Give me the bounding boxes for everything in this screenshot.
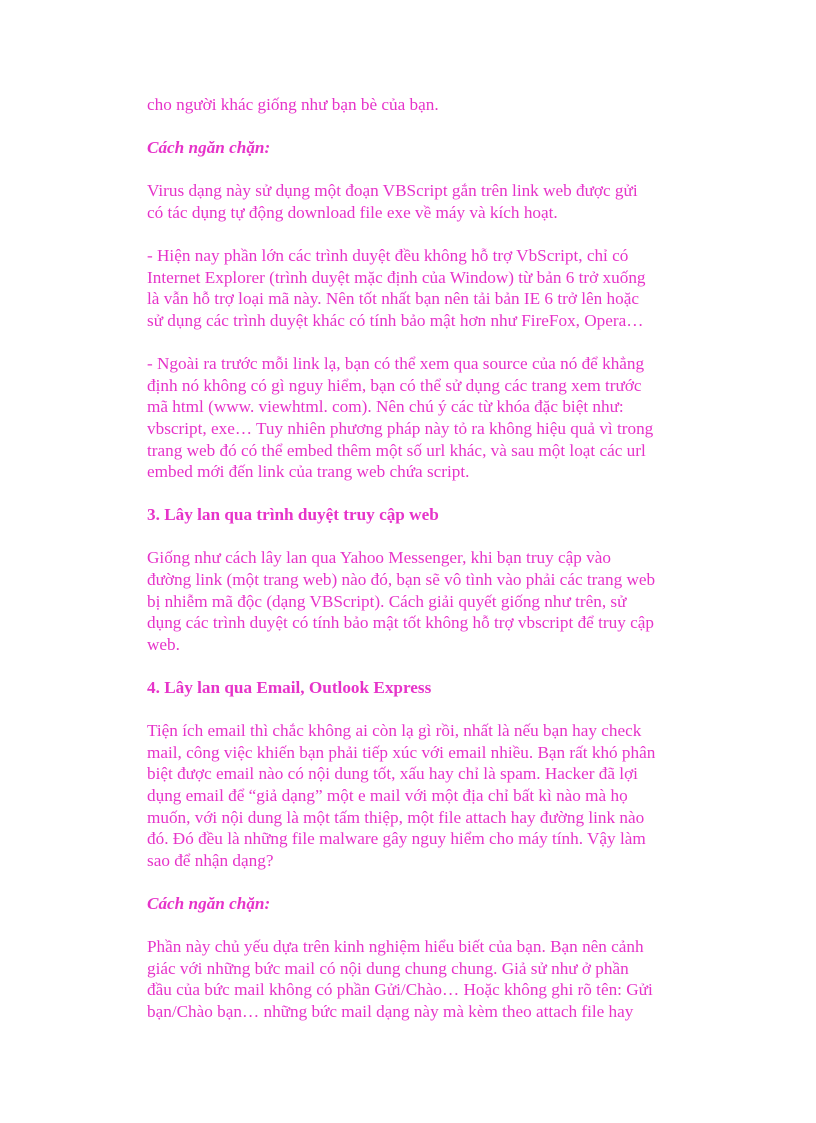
text-line: đường link (một trang web) nào đó, bạn sẽ vô tình vào phải các trang web [147, 570, 656, 590]
text-line: - Ngoài ra trước mỗi link lạ, bạn có thể xem qua source của nó để khẳng [147, 354, 645, 374]
paragraph [147, 547, 687, 655]
paragraph [147, 353, 687, 483]
text-line: Phần này chủ yếu dựa trên kinh nghiệm hiểu biết của bạn. Bạn nên cảnh [147, 937, 644, 957]
text-line: - Hiện nay phần lớn các trình duyệt đều không hỗ trợ VbScript, chỉ có [147, 246, 629, 266]
text-line: embed mới đến link của trang web chứa script. [147, 462, 470, 482]
paragraph [147, 94, 687, 116]
text-line: Tiện ích email thì chắc không ai còn lạ gì rồi, nhất là nếu bạn hay check [147, 721, 642, 741]
text-line: 4. Lây lan qua Email, Outlook Express [147, 678, 432, 698]
text-line: biệt được email nào có nội dung tốt, xấu hay chỉ là spam. Hacker đã lợi [147, 764, 638, 784]
paragraph [147, 245, 687, 331]
text-line: Giống như cách lây lan qua Yahoo Messenger, khi bạn truy cập vào [147, 548, 611, 568]
paragraph [147, 936, 687, 1022]
text-line: trang web đó có thể embed thêm một số url khác, và sau một loạt các url [147, 440, 646, 460]
paragraph [147, 720, 687, 871]
text-line: Internet Explorer (trình duyệt mặc định của Window) từ bản 6 trở xuống [147, 267, 646, 287]
text-line: mail, công việc khiến bạn phải tiếp xúc với email nhiều. Bạn rất khó phân [147, 742, 656, 762]
text-line: sử dụng các trình duyệt khác có tính bảo mật hơn như FireFox, Opera… [147, 310, 644, 330]
text-line: muốn, với nội dung là một tấm thiệp, một file attach hay đường link nào [147, 807, 645, 827]
text-line: sao để nhận dạng? [147, 850, 274, 870]
section-subheading [147, 137, 687, 159]
text-line: đó. Đó đều là những file malware gây nguy hiểm cho máy tính. Vậy làm [147, 829, 646, 849]
text-line: có tác dụng tự động download file exe về máy và kích hoạt. [147, 202, 558, 222]
paragraph [147, 180, 687, 223]
section-heading [147, 677, 687, 699]
document-body [147, 94, 687, 1044]
text-line: Cách ngăn chặn: [147, 893, 271, 913]
text-line: Virus dạng này sử dụng một đoạn VBScript gắn trên link web được gửi [147, 181, 638, 201]
text-line: bạn/Chào bạn… những bức mail dạng này mà kèm theo attach file hay [147, 1001, 634, 1021]
text-line: đầu của bức mail không có phần Gửi/Chào… Hoặc không ghi rõ tên: Gửi [147, 980, 653, 1000]
section-heading [147, 504, 687, 526]
text-line: mã html (www. viewhtml. com). Nên chú ý các từ khóa đặc biệt như: [147, 397, 624, 417]
text-line: định nó không có gì nguy hiểm, bạn có thể sử dụng các trang xem trước [147, 375, 642, 395]
text-line: cho người khác giống như bạn bè của bạn. [147, 95, 439, 114]
text-line: 3. Lây lan qua trình duyệt truy cập web [147, 505, 439, 525]
text-line: dụng email để “giả dạng” một e mail với một địa chỉ bất kì nào mà họ [147, 786, 628, 805]
text-line: bị nhiễm mã độc (dạng VBScript). Cách giải quyết giống như trên, sử [147, 591, 627, 611]
text-line: là vẫn hỗ trợ loại mã này. Nên tốt nhất bạn nên tải bản IE 6 trở lên hoặc [147, 289, 639, 309]
text-line: vbscript, exe… Tuy nhiên phương pháp này tỏ ra không hiệu quả vì trong [147, 418, 654, 438]
text-line: web. [147, 634, 180, 654]
text-line: dụng các trình duyệt có tính bảo mật tốt không hỗ trợ vbscript để truy cập [147, 613, 654, 633]
text-line: giác với những bức mail có nội dung chung chung. Giả sử như ở phần [147, 958, 629, 978]
text-line: Cách ngăn chặn: [147, 138, 271, 158]
section-subheading [147, 893, 687, 915]
